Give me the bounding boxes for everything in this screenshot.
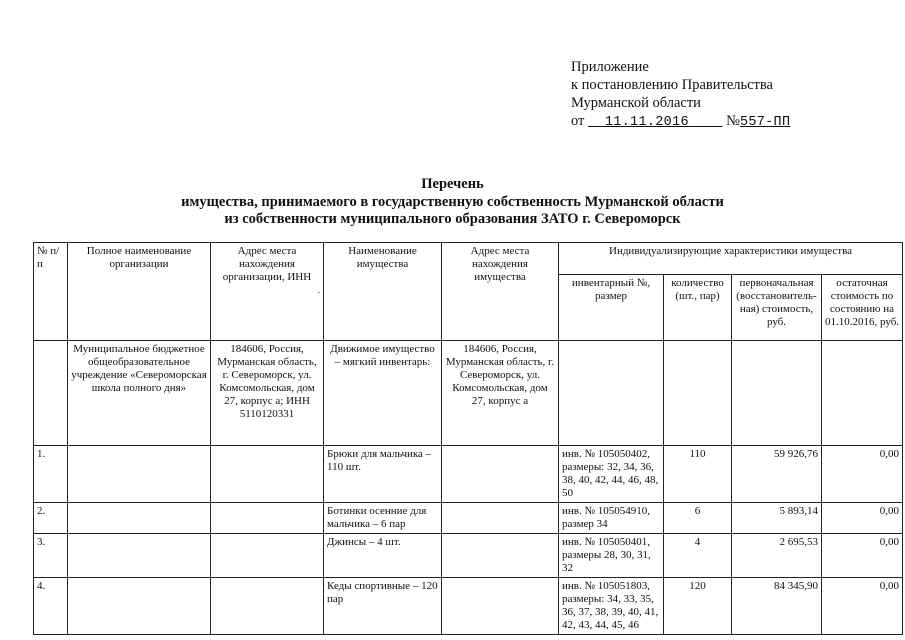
row-quantity: 120 [664, 578, 732, 635]
org-name: Муниципальное бюджетное общеобразовательное учреждение «Североморская школа полного дня» [68, 341, 211, 446]
header-initial-cost: первоначальная (восстановитель-ная) стоимость, руб. [732, 275, 822, 341]
document-title [0, 176, 905, 229]
row-inventory: инв. № 105050402, размеры: 32, 34, 36, 38, 40, 42, 44, 46, 48, 50 [559, 446, 664, 503]
header-property-name: Наименование имущества [324, 243, 442, 341]
row-num: 1. [34, 446, 68, 503]
table-row [34, 534, 903, 578]
title-line-3: из собственности муниципального образования ЗАТО г. Североморск [224, 211, 681, 227]
header-num: № п/п [34, 243, 68, 341]
property-table [33, 242, 903, 635]
header-org-name: Полное наименование организации [68, 243, 211, 341]
number-prefix: № [726, 113, 740, 129]
org-row [34, 341, 903, 446]
attachment-line-3: Мурманской области [571, 95, 701, 111]
title-line-2: имущества, принимаемого в государственную собственность Мурманской области [181, 193, 724, 210]
row-quantity: 4 [664, 534, 732, 578]
row-num: 4. [34, 578, 68, 635]
row-residual-cost: 0,00 [822, 503, 903, 534]
decree-date: 11.11.2016 [604, 115, 689, 130]
row-initial-cost: 2 695,53 [732, 534, 822, 578]
header-quantity: количество (шт., пар) [664, 275, 732, 341]
row-num: 2. [34, 503, 68, 534]
row-residual-cost: 0,00 [822, 578, 903, 635]
header-characteristics: Индивидуализирующие характеристики имущества [559, 243, 903, 275]
attachment-line-1: Приложение [571, 59, 649, 75]
attachment-dateline [571, 112, 790, 132]
row-initial-cost: 59 926,76 [732, 446, 822, 503]
row-inventory: инв. № 105054910, размер 34 [559, 503, 664, 534]
row-initial-cost: 84 345,90 [732, 578, 822, 635]
header-inventory: инвентарный №, размер [559, 275, 664, 341]
attachment-line-2: к постановлению Правительства [571, 77, 773, 93]
table-row [34, 578, 903, 635]
row-initial-cost: 5 893,14 [732, 503, 822, 534]
row-property-name: Джинсы – 4 шт. [324, 534, 442, 578]
header-org-address: Адрес места нахождения организации, ИНН . [211, 243, 324, 341]
header-property-address: Адрес места нахождения имущества [442, 243, 559, 341]
row-quantity: 110 [664, 446, 732, 503]
row-quantity: 6 [664, 503, 732, 534]
org-row-num [34, 341, 68, 446]
date-prefix: от [571, 113, 585, 129]
row-residual-cost: 0,00 [822, 534, 903, 578]
row-property-name: Ботинки осенние для мальчика – 6 пар [324, 503, 442, 534]
property-address: 184606, Россия, Мурманская область, г. Североморск, ул. Комсомольская, дом 27, корпус а [442, 341, 559, 446]
title-line-1: Перечень [421, 176, 484, 192]
row-property-name: Брюки для мальчика – 110 шт. [324, 446, 442, 503]
row-property-name: Кеды спортивные – 120 пар [324, 578, 442, 635]
row-num: 3. [34, 534, 68, 578]
table-row [34, 503, 903, 534]
org-address: 184606, Россия, Мурманская область, г. Североморск, ул. Комсомольская, дом 27, корпус а; ИНН 5110120331 [211, 341, 324, 446]
property-category: Движимое имущество – мягкий инвентарь: [324, 341, 442, 446]
decree-number: 557-ПП [739, 115, 791, 130]
header-residual-cost: остаточная стоимость по состоянию на 01.10.2016, руб. [822, 275, 903, 341]
row-inventory: инв. № 105051803, размеры: 34, 33, 35, 36, 37, 38, 39, 40, 41, 42, 43, 44, 45, 46 [559, 578, 664, 635]
row-residual-cost: 0,00 [822, 446, 903, 503]
row-inventory: инв. № 105050401, размеры 28, 30, 31, 32 [559, 534, 664, 578]
attachment-block [571, 58, 790, 132]
table-row [34, 446, 903, 503]
